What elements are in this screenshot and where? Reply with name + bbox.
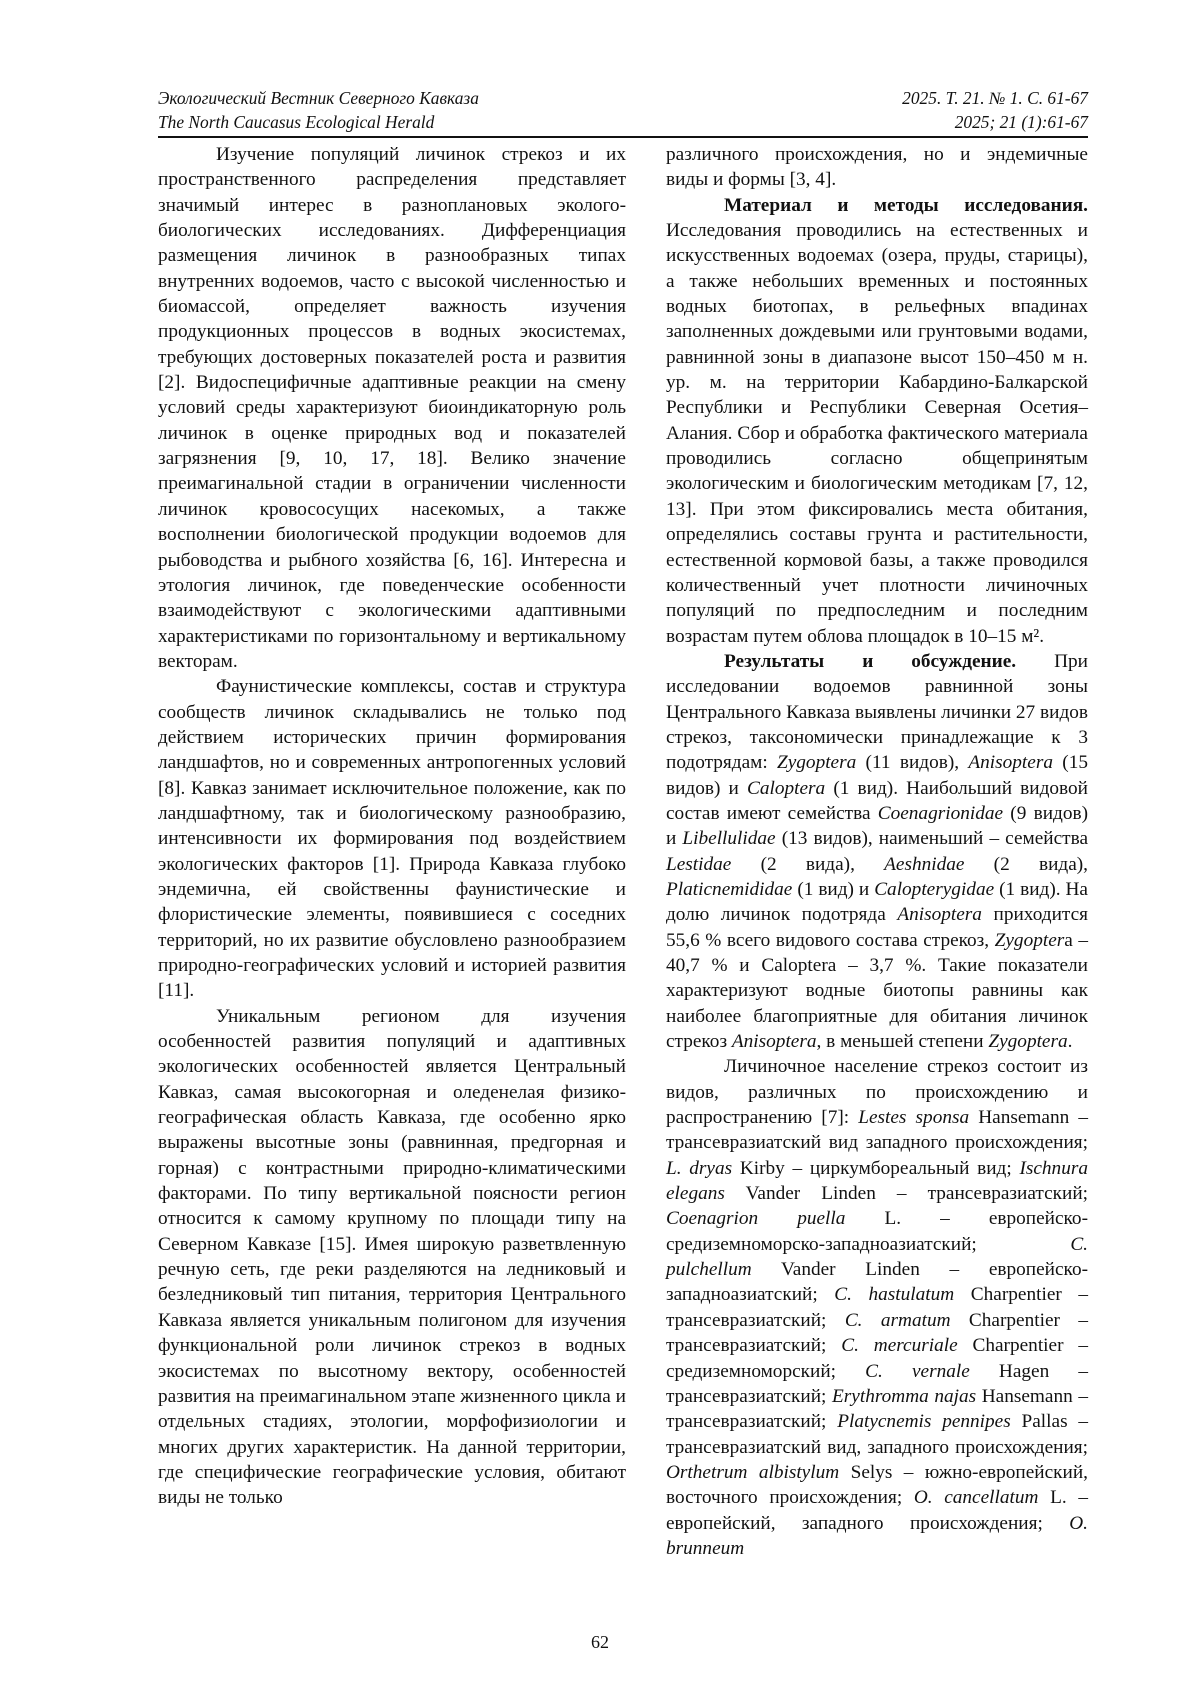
paragraph-introduction: Изучение популяций личинок стрекоз и их пространственного распределения представляет значимый интерес в разноплановых эколого-биологических исследованиях. Дифференциация размещения личинок в разнообразных типах внутренних водоемов, часто с высокой численностью и биомассой, определяет важность изучения продукционных процессов в водных экосистемах, требующих достоверных показателей роста и развития [2]. Видоспецифичные адаптивные реакции на смену условий среды характеризуют биоиндикаторную роль личинок в оценке природных вод и показателей загрязнения [9, 10, 17, 18]. Велико значение преимагинальной стадии в ограничении численности личинок кровососущих насекомых, а также восполнении биологической продукции водоемов для рыбоводства и рыбного хозяйства [6, 16]. Интересна и этология личинок, где поведенческие особенности взаимодействуют с экологическими адаптивными характеристиками по горизонтальному и вертикальному векторам. <box>158 144 626 672</box>
taxon-name: Zygopter <box>994 929 1065 951</box>
species-text: Личиночное население стрекоз состоит из видов, различных по происхождению и распространению [7]: <box>666 1056 1088 1129</box>
taxon-name: Aeshnidae <box>884 853 965 875</box>
results-text: a – 40,7 % и Caloptera – 3,7 %. Такие показатели характеризуют водные биотопы равнины как наиболее благоприятные для обитания личинок стрекоз <box>666 929 1088 1053</box>
taxon-name: Zygoptera <box>988 1031 1068 1053</box>
page-header <box>158 86 1088 134</box>
species-text: Vander Linden – трансевразиатский; <box>724 1183 1088 1205</box>
results-text: . <box>1067 1031 1073 1053</box>
header-rule <box>158 136 1088 138</box>
species-text: Hagen – трансевразиатский; <box>666 1360 1089 1407</box>
species-name: C. mercuriale <box>841 1335 958 1357</box>
results-text: (1 вид) и <box>792 878 875 900</box>
species-name: O. brunneum <box>666 1512 1088 1559</box>
taxon-name: Anisoptera <box>731 1031 817 1053</box>
paragraph-faunistic-complexes: Фаунистические комплексы, состав и структура сообществ личинок складывались не только под действием исторических причин формирования ландшафтов, но и современных антропогенных условий [8]. Кавказ занимает исключительное положение, как по ландшафтному, так и биологическому разнообразию, интенсивности их формирования под воздействием экологических факторов [1]. Природа Кавказа глубоко эндемична, ей свойственны фаунистические и флористические элементы, появившиеся с соседних территорий, но их развитие обусловлено разнообразием природно-географических условий и историей развития [11]. <box>158 676 626 1002</box>
species-name: C. vernale <box>865 1360 970 1382</box>
journal-title-ru: Экологический Вестник Северного Кавказа <box>158 88 479 108</box>
right-column <box>666 142 1088 1561</box>
taxon-name: Calopterygidae <box>874 878 995 900</box>
species-name: Coenagrion puella <box>666 1208 846 1230</box>
species-text: L. – европейский, западного происхождения; <box>666 1487 1088 1534</box>
results-text: (2 вида), <box>964 853 1088 875</box>
taxon-name: Zygoptera <box>777 752 857 774</box>
results-text: При исследовании водоемов равнинной зоны Центрального Кавказа выявлены личинки 27 видов стрекоз, таксономически принадлежащие к 3 подотрядам: <box>666 650 1088 774</box>
taxon-name: Caloptera <box>747 777 826 799</box>
results-text: (2 вида), <box>731 853 885 875</box>
species-text: Vander Linden – европейско-западноазиатский; <box>666 1259 1088 1306</box>
species-text: Selys – южно-европейский, восточного происхождения; <box>666 1461 1088 1509</box>
species-text: Charpentier – трансевразиатский; <box>666 1309 1088 1357</box>
species-name: Orthetrum albistylum <box>666 1461 840 1483</box>
species-text: Hansemann – трансевразиатский; <box>666 1385 1089 1433</box>
species-name: Ischnura elegans <box>666 1157 1088 1205</box>
species-name: O. cancellatum <box>913 1487 1039 1509</box>
species-text: Pallas – трансевразиатский вид, западного происхождения; <box>666 1411 1089 1458</box>
species-text: L. – европейско-средиземноморско-западноазиатский; <box>666 1208 1088 1255</box>
journal-title-en: The North Caucasus Ecological Herald <box>158 112 435 132</box>
results-text: (1 вид). На долю личинок подотряда <box>666 878 1088 926</box>
taxon-name: Coenagrionidae <box>877 802 1004 824</box>
results-text: (13 видов), наименьший – семейства <box>775 828 1088 850</box>
species-name: Platycnemis pennipes <box>837 1411 1011 1433</box>
left-column <box>158 142 626 1511</box>
results-text: приходится 55,6 % всего видового состава стрекоз, <box>666 904 1088 951</box>
results-text: (9 видов) и <box>666 802 1088 850</box>
page-number: 62 <box>591 1632 609 1652</box>
paragraph-central-caucasus: Уникальным регионом для изучения особенностей развития популяций и адаптивных экологических особенностей является Центральный Кавказ, самая высокогорная и оледенелая физико-географическая область Кавказа, где особенно ярко выражены высотные зоны (равнинная, предгорная и горная) с контрастными природно-климатическими факторами. По типу вертикальной поясности регион относится к самому крупному по площади типу на Северном Кавказе [15]. Имея широкую разветвленную речную сеть, где реки разделяются на ледниковый и безледниковый тип питания, территория Центрального Кавказа является уникальным полигоном для изучения функциональной роли личинок стрекоз в водных экосистемах по высотному вектору, особенностей развития на преимагинальном этапе жизненного цикла и отдельных стадиях, этологии, морфофизиологии и многих других характеристик. На данной территории, где специфические географические условия, обитают виды не только <box>158 1005 626 1509</box>
methods-text: Исследования проводились на естественных и искусственных водоемах (озера, пруды, старицы), а также небольших временных и постоянных водных биотопах, в рельефных впадинах заполненных дождевыми или грунтовыми водами, равнинной зоны в диапазоне высот 150–450 м н. ур. м. на территории Кабардино-Балкарской Республики и Республики Северная Осетия–Алания. Сбор и обработка фактического материала проводились согласно общепринятым экологическим и биологическим методикам [7, 12, 13]. При этом фиксировались места обитания, определялись составы грунта и растительности, естественной кормовой базы, а также проводился количественный учет плотности личиночных популяций по предпоследним и последним возрастам путем облова площадок в 10–15 м². <box>666 220 1088 647</box>
results-text: , в меньшей степени <box>816 1031 989 1053</box>
species-text: Hansemann – трансевразиатский вид западного происхождения; <box>666 1107 1089 1154</box>
species-text: Charpentier – средиземноморский; <box>666 1335 1088 1382</box>
taxon-name: Libellulidae <box>682 828 776 850</box>
paragraph-results <box>666 649 1088 1055</box>
species-name: L. dryas <box>666 1157 733 1179</box>
paragraph-species-list <box>666 1054 1088 1561</box>
species-text: Charpentier – трансевразиатский; <box>666 1284 1088 1331</box>
results-text: (11 видов), <box>856 752 969 774</box>
taxon-name: Anisoptera <box>968 752 1053 774</box>
species-name: C. pulchellum <box>666 1233 1088 1281</box>
species-name: Erythromma najas <box>832 1385 977 1407</box>
taxon-name: Anisoptera <box>897 904 982 926</box>
citation-ru: 2025. Т. 21. № 1. С. 61-67 <box>902 88 1088 108</box>
paragraph-methods <box>666 193 1088 649</box>
species-name: Lestes sponsa <box>858 1107 970 1129</box>
species-name: C. armatum <box>844 1309 951 1331</box>
results-text: (15 видов) и <box>666 752 1088 799</box>
results-text: (1 вид). Наибольший видовой состав имеют семейства <box>666 777 1088 824</box>
species-text: Kirby – циркумбореальный вид; <box>732 1157 1020 1179</box>
species-name: C. hastulatum <box>834 1284 955 1306</box>
header-row-en <box>158 110 1088 134</box>
citation-en: 2025; 21 (1):61-67 <box>954 112 1088 132</box>
methods-heading: Материал и методы исследования. <box>724 194 1088 216</box>
taxon-name: Lestidae <box>666 853 732 875</box>
header-row-ru <box>158 86 1088 110</box>
taxon-name: Platicnemididae <box>666 878 793 900</box>
results-heading: Результаты и обсуждение. <box>724 650 1017 672</box>
paragraph-continued: различного происхождения, но и эндемичные виды и формы [3, 4]. <box>666 144 1088 191</box>
